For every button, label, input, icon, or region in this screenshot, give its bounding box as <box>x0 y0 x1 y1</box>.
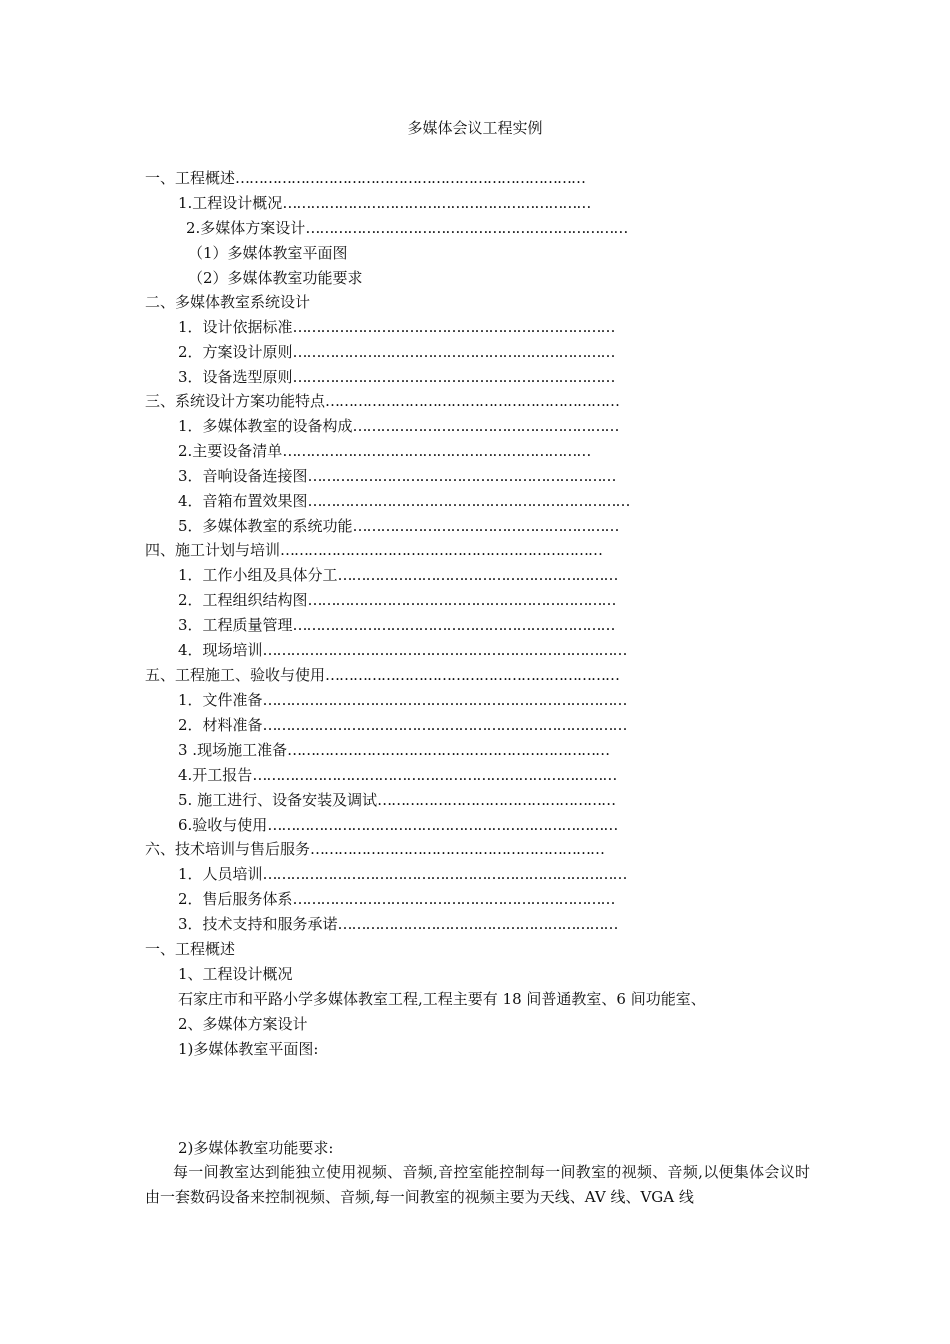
toc-entry-label: 1．多媒体教室的设备构成 <box>178 417 353 435</box>
toc-entry-label: 2．工程组织结构图 <box>178 591 308 609</box>
toc-entry <box>188 243 348 263</box>
toc-entry <box>178 441 590 461</box>
toc-leader: …………………………………………………………………… <box>262 865 627 883</box>
toc-entry-label: 1．文件准备 <box>178 691 263 709</box>
toc-entry <box>178 367 615 387</box>
toc-entry-label: 3．设备选型原则 <box>178 368 293 386</box>
toc-entry-label: 2.主要设备清单 <box>178 442 283 460</box>
toc-entry <box>178 466 616 486</box>
toc-entry <box>178 765 616 785</box>
toc-entry <box>178 416 619 436</box>
toc-entry <box>178 815 617 835</box>
toc-leader: ………………………………………………………… <box>307 591 616 609</box>
toc-entry <box>145 292 310 312</box>
toc-entry-label: 3．音响设备连接图 <box>178 467 308 485</box>
toc-entry <box>178 914 618 934</box>
toc-leader: …………………………………………………………… <box>307 492 630 510</box>
toc-entry <box>178 516 619 536</box>
toc-entry-label: 1.工程设计概况 <box>178 194 283 212</box>
toc-entry-label: 五、工程施工、验收与使用 <box>145 666 326 684</box>
toc-entry <box>178 864 627 884</box>
toc-entry <box>178 740 609 760</box>
toc-leader: …………………………………………………………………… <box>262 691 627 709</box>
toc-leader: ……………………………………………………… <box>325 666 620 684</box>
toc-leader: …………………………………………………… <box>337 915 618 933</box>
document-title: 多媒体会议工程实例 <box>407 119 543 137</box>
toc-leader: …………………………………………………………………… <box>252 766 617 784</box>
toc-leader: ……………………………………………………… <box>325 392 620 410</box>
toc-entry-label: 一、工程概述 <box>145 169 236 187</box>
toc-entry-label: （1）多媒体教室平面图 <box>188 244 348 262</box>
toc-entry-label: 4.开工报告 <box>178 766 253 784</box>
toc-entry-label: 三、系统设计方案功能特点 <box>145 392 326 410</box>
toc-leader: …………………………………………………………… <box>292 318 615 336</box>
toc-entry <box>178 640 627 660</box>
toc-leader: …………………………………………… <box>377 791 616 809</box>
toc-leader: ………………………………………………………………… <box>235 169 586 187</box>
toc-entry-label: 1．工作小组及具体分工 <box>178 566 338 584</box>
toc-entry <box>188 268 363 288</box>
toc-leader: …………………………………………………………… <box>292 616 615 634</box>
toc-entry-label: （2）多媒体教室功能要求 <box>188 269 363 287</box>
toc-entry <box>178 889 615 909</box>
body-text: 石家庄市和平路小学多媒体教室工程,工程主要有 18 间普通教室、6 间功能室、 <box>178 990 706 1008</box>
toc-entry-label: 3 .现场施工准备 <box>178 741 288 759</box>
toc-entry-label: 2．方案设计原则 <box>178 343 293 361</box>
toc-leader: …………………………………………………………… <box>287 741 610 759</box>
section-heading: 一、工程概述 <box>145 940 236 958</box>
toc-entry <box>145 168 585 188</box>
toc-entry-label: 六、技术培训与售后服务 <box>145 840 311 858</box>
toc-entry-label: 1．设计依据标准 <box>178 318 293 336</box>
toc-leader: …………………………………………………………………… <box>262 716 627 734</box>
toc-entry-label: 5．多媒体教室的系统功能 <box>178 517 353 535</box>
toc-entry <box>178 193 590 213</box>
toc-entry <box>178 615 615 635</box>
toc-entry-label: 2.多媒体方案设计 <box>186 219 306 237</box>
toc-leader: …………………………………………………………… <box>292 890 615 908</box>
toc-entry-label: 3．工程质量管理 <box>178 616 293 634</box>
toc-leader: ………………………………………………… <box>352 417 619 435</box>
toc-entry <box>178 565 618 585</box>
toc-leader: ………………………………………………………………… <box>267 816 618 834</box>
toc-entry <box>145 665 619 685</box>
subsection-item: 2)多媒体教室功能要求: <box>178 1139 334 1157</box>
toc-entry-label: 3．技术支持和服务承诺 <box>178 915 338 933</box>
toc-leader: …………………………………………………………… <box>280 541 603 559</box>
toc-leader: ………………………………………………… <box>352 517 619 535</box>
toc-entry <box>178 715 627 735</box>
toc-entry <box>178 790 615 810</box>
toc-leader: ………………………………………………………… <box>282 194 591 212</box>
toc-leader: …………………………………………………………… <box>292 343 615 361</box>
subsection-item: 1)多媒体教室平面图: <box>178 1040 319 1058</box>
body-paragraph: 每一间教室达到能独立使用视频、音频,音控室能控制每一间教室的视频、音频,以便集体会议时由一套数码设备来控制视频、音频,每一间教室的视频主要为天线、AV 线、VGA 线 <box>145 1163 810 1206</box>
toc-leader: …………………………………………………………………… <box>262 641 627 659</box>
toc-leader: …………………………………………………………… <box>305 219 628 237</box>
toc-entry-label: 2．材料准备 <box>178 716 263 734</box>
subsection-heading: 2、多媒体方案设计 <box>178 1015 308 1033</box>
toc-leader: …………………………………………………………… <box>292 368 615 386</box>
toc-entry <box>178 690 627 710</box>
toc-entry-label: 5. 施工进行、设备安装及调试 <box>178 791 378 809</box>
toc-entry <box>145 391 619 411</box>
toc-entry-label: 2．售后服务体系 <box>178 890 293 908</box>
toc-entry <box>178 491 630 511</box>
toc-entry-label: 二、多媒体教室系统设计 <box>145 293 311 311</box>
toc-entry <box>145 839 604 859</box>
toc-entry <box>178 317 615 337</box>
toc-entry-label: 四、施工计划与培训 <box>145 541 281 559</box>
toc-leader: …………………………………………………… <box>337 566 618 584</box>
toc-leader: ……………………………………………………… <box>310 840 605 858</box>
toc-entry <box>145 540 602 560</box>
toc-entry <box>178 342 615 362</box>
toc-entry-label: 1．人员培训 <box>178 865 263 883</box>
toc-leader: ………………………………………………………… <box>307 467 616 485</box>
toc-entry-label: 4．音箱布置效果图 <box>178 492 308 510</box>
toc-entry <box>186 218 627 238</box>
toc-entry-label: 4．现场培训 <box>178 641 263 659</box>
toc-leader: ………………………………………………………… <box>282 442 591 460</box>
toc-entry <box>178 590 616 610</box>
toc-entry-label: 6.验收与使用 <box>178 816 268 834</box>
subsection-heading: 1、工程设计概况 <box>178 965 293 983</box>
